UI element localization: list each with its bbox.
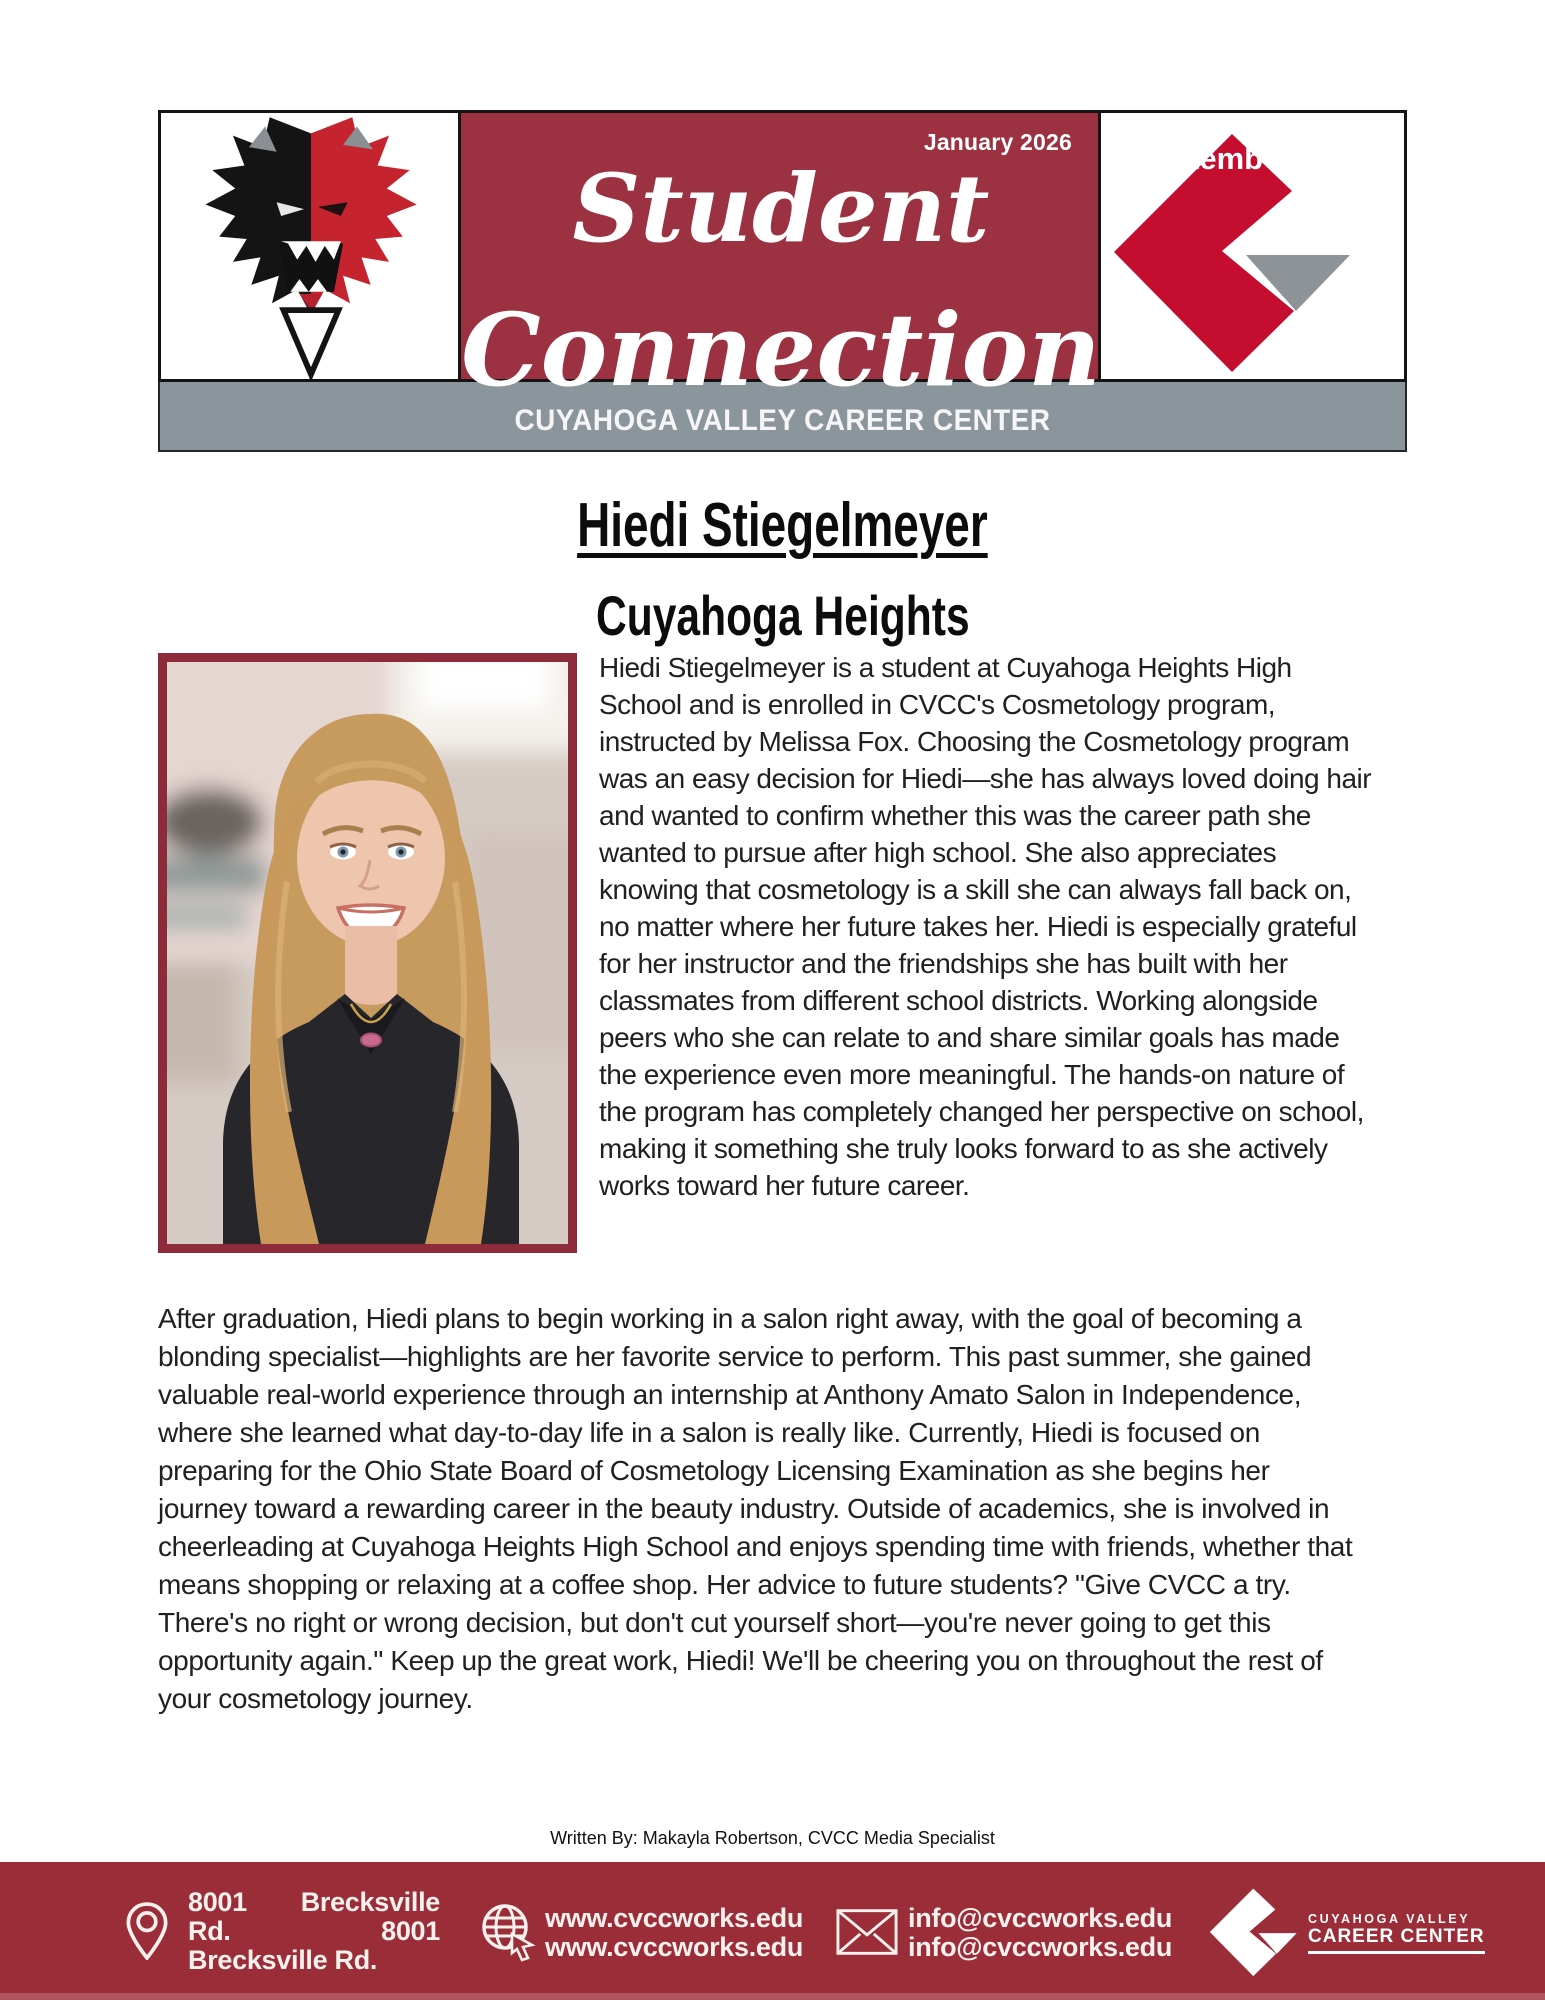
article-subtitle: Cuyahoga Heights bbox=[595, 584, 970, 647]
cvcc-logo-white bbox=[1208, 1886, 1300, 1983]
email-line2: info@cvccworks.edu bbox=[908, 1932, 1173, 1962]
footer-email bbox=[908, 1904, 1172, 1962]
envelope-icon bbox=[836, 1908, 898, 1961]
cvcc-logo-panel bbox=[1098, 113, 1404, 379]
website-line2: www.cvccworks.edu bbox=[545, 1932, 804, 1962]
footer-bar bbox=[0, 1862, 1545, 2000]
article-paragraph-2: After graduation, Hiedi plans to begin working in a salon right away, with the goal of becoming a blonding specialist—highlights are her favorite service to perform. This past summer, she gained valuable real-world experience through an internship at Anthony Amato Salon in Independence, where she learned what day-to-day life in a salon is really like. Currently, Hiedi is focused on preparing for the Ohio State Board of Cosmetology Licensing Examination as she begins her journey toward a rewarding career in the beauty industry. Outside of academics, she is involved in cheerleading at Cuyahoga Heights High School and enjoys spending time with friends, whether that means shopping or relaxing at a coffee shop. Her advice to future students? "Give CVCC a try. There's no right or wrong decision, but don't cut yourself short—you're never going to get this opportunity again." Keep up the great work, Hiedi! We'll be cheering you on throughout the rest of your cosmetology journey. bbox=[158, 1303, 1353, 1714]
issue-date: January 2026 bbox=[923, 129, 1072, 155]
footer-address bbox=[188, 1888, 440, 1975]
wolf-mascot-panel bbox=[161, 113, 461, 379]
masthead-title-line1: Student bbox=[572, 154, 990, 264]
clipped-month-text: temb bbox=[1189, 141, 1264, 176]
email-line1: info@cvccworks.edu bbox=[908, 1903, 1173, 1933]
article-byline: Written By: Makayla Robertson, CVCC Media Specialist bbox=[550, 1828, 995, 1848]
address-line1-right: Brecksville bbox=[300, 1887, 440, 1917]
student-portrait-photo bbox=[158, 653, 577, 1253]
footer-logo-line2: CAREER CENTER bbox=[1308, 1926, 1485, 1954]
footer-logo-line1: CUYAHOGA VALLEY bbox=[1308, 1912, 1471, 1926]
footer-bottom-strip bbox=[0, 1993, 1545, 2000]
article-paragraph-1: Hiedi Stiegelmeyer is a student at Cuyahoga Heights High School and is enrolled in CVCC's Cosmetology program, instructed by Melissa Fox. Choosing the Cosmetology program was an easy decision for Hiedi—she has always loved doing hair and wanted to confirm whether this was the career path she wanted to pursue after high school. She also appreciates knowing that cosmetology is a skill she can always fall back on, no matter where her future takes her. Hiedi is especially grateful for her instructor and the friendships she has built with her classmates from different school districts. Working alongside peers who she can relate to and share similar goals has made the experience even more meaningful. The hands-on nature of the program has completely changed her perspective on school, making it something she truly looks forward to as she actively works toward her future career. bbox=[599, 652, 1372, 1201]
location-pin-icon bbox=[126, 1902, 168, 1965]
org-banner-text: CUYAHOGA VALLEY CAREER CENTER bbox=[514, 404, 1051, 437]
website-line1: www.cvccworks.edu bbox=[545, 1903, 804, 1933]
article-title: Hiedi Stiegelmeyer bbox=[577, 491, 988, 560]
address-line1-left: 8001 bbox=[188, 1887, 247, 1917]
footer-logo-text bbox=[1308, 1912, 1485, 1954]
address-line2-left: Rd. bbox=[188, 1916, 231, 1946]
masthead-title-line2: Connection bbox=[461, 291, 1101, 409]
globe-icon bbox=[478, 1900, 538, 1967]
address-line3: Brecksville Rd. bbox=[188, 1945, 378, 1975]
address-line2-right: 8001 bbox=[381, 1916, 440, 1946]
footer-website bbox=[545, 1904, 803, 1962]
